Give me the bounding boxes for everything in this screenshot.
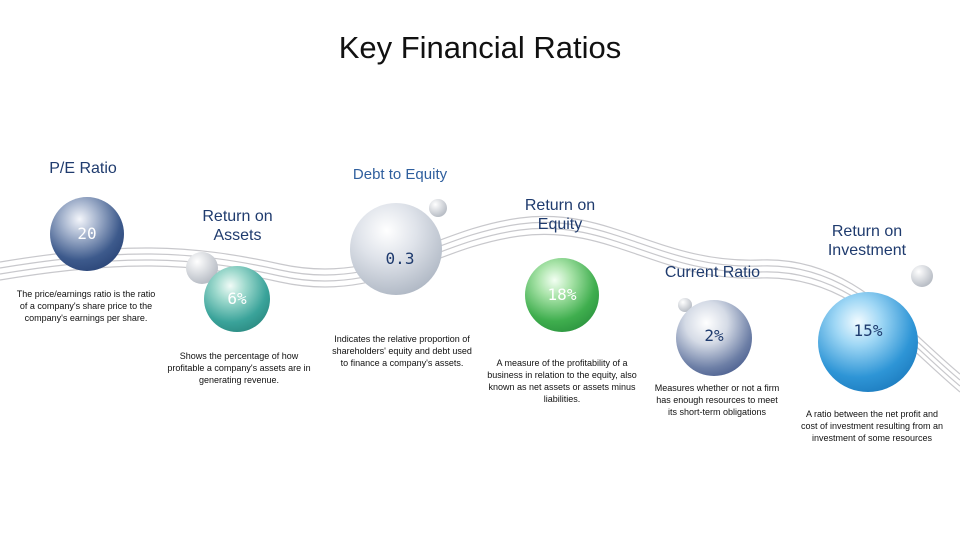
ratio-label-roa: Return on Assets bbox=[202, 208, 273, 244]
ratio-label-pe: P/E Ratio bbox=[49, 160, 117, 177]
ratio-value-roa: 6% bbox=[227, 289, 247, 308]
ratio-value-roe: 18% bbox=[547, 285, 577, 304]
ratio-value-cr: 2% bbox=[704, 326, 724, 345]
ratio-label-de: Debt to Equity bbox=[352, 166, 448, 183]
ratio-description-roe: A measure of the profitability of a business in relation to the equity, also known as net assets or assets minus liabilities. bbox=[487, 358, 637, 404]
ratio-value-de: 0.3 bbox=[385, 249, 415, 268]
small-sphere bbox=[429, 199, 447, 217]
value-sphere-roi bbox=[818, 292, 918, 392]
ratio-description-roa: Shows the percentage of how profitable a company's assets are in generating revenue. bbox=[167, 351, 311, 385]
ratio-label-cr: Current Ratio bbox=[664, 264, 761, 281]
ratio-description-roi: A ratio between the net profit and cost of investment resulting from an investment of some resources bbox=[800, 409, 944, 443]
page-title: Key Financial Ratios bbox=[338, 30, 622, 65]
ratio-description-pe: The price/earnings ratio is the ratio of a company's share price to the company's earnings per share. bbox=[16, 289, 156, 323]
ratio-value-pe: 20 bbox=[77, 224, 97, 243]
small-sphere bbox=[911, 265, 933, 287]
ratio-description-cr: Measures whether or not a firm has enough resources to meet its short-term obligations bbox=[654, 383, 780, 417]
ratio-label-roe: Return on Equity bbox=[524, 197, 596, 233]
ratio-label-roi: Return on Investment bbox=[827, 223, 907, 259]
ratio-value-roi: 15% bbox=[853, 321, 883, 340]
ratio-description-de: Indicates the relative proportion of shareholders' equity and debt used to finance a company's assets. bbox=[332, 334, 472, 368]
